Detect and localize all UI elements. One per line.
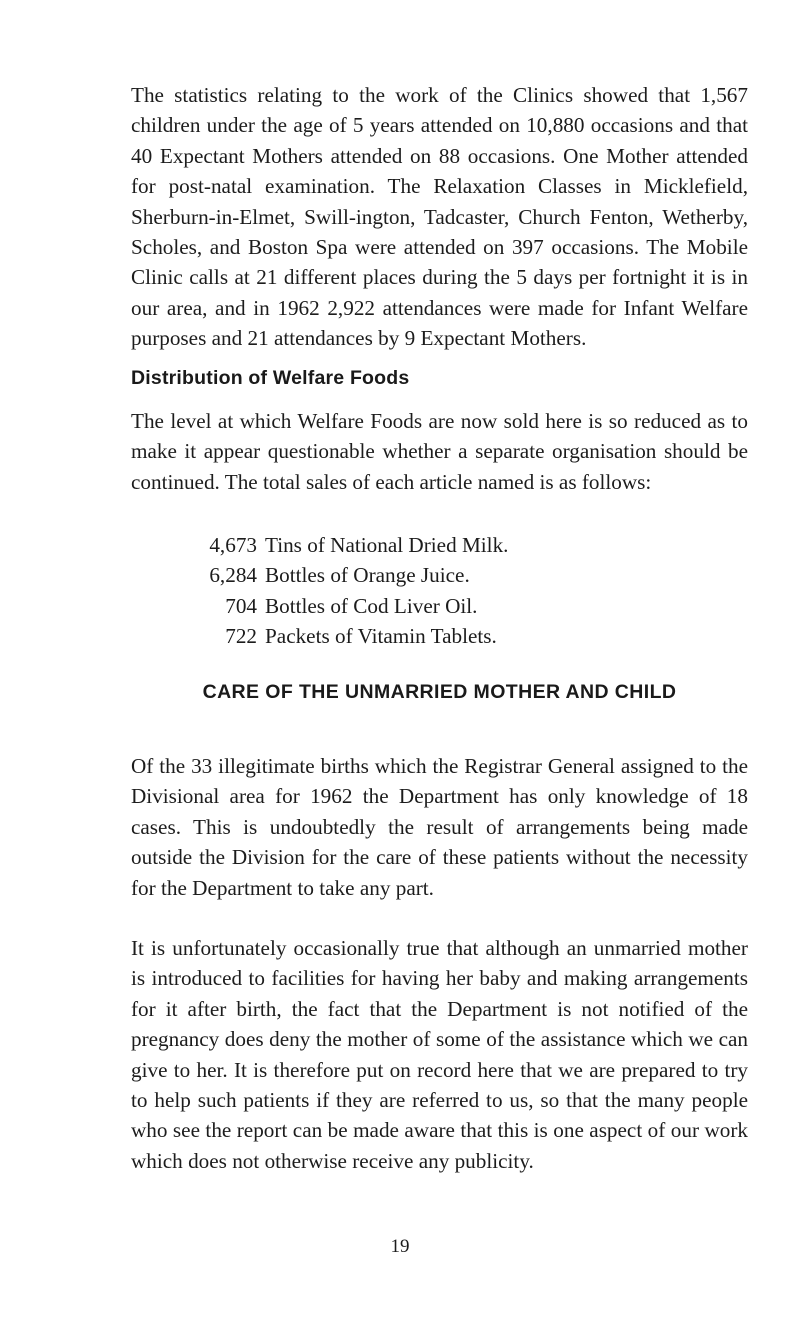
illegitimate-births-paragraph: Of the 33 illegitimate births which the Registrar General assigned to the Divisional area for 1962 the Department has only knowledge of 18 cases. This is undoubtedly the result of arrangements being made outside the Division for the care of these patients without the necessity for the Department to take any part.: [131, 754, 748, 900]
distribution-welfare-foods-heading: Distribution of Welfare Foods: [131, 367, 410, 389]
list-item: [160, 591, 660, 621]
welfare-foods-list: [160, 530, 660, 651]
clinics-statistics-paragraph: The statistics relating to the work of the Clinics showed that 1,567 children under the age of 5 years attended on 10,880 occasions and that 40 Expectant Mothers attended on 88 occasions. One Mother attended for post-natal examination. The Relaxation Classes in Micklefield, Sherburn-in-Elmet, Swill-ington, Tadcaster, Church Fenton, Wetherby, Scholes, and Boston Spa were attended on 397 occasions. The Mobile Clinic calls at 21 different places during the 5 days per fortnight it is in our area, and in 1962 2,922 attendances were made for Infant Welfare purposes and 21 attendances by 9 Expectant Mothers.: [131, 83, 748, 351]
food-quantity: 704: [225, 593, 257, 618]
food-quantity: 4,673: [209, 533, 257, 557]
food-item: Packets of Vitamin Tablets.: [265, 623, 497, 648]
care-unmarried-mother-heading: CARE OF THE UNMARRIED MOTHER AND CHILD: [202, 681, 677, 703]
unmarried-mother-paragraph: It is unfortunately occasionally true that although an unmarried mother is introduced to facilities for having her baby and making arrangements for it after birth, the fact that the Department is not notified of the pregnancy does deny the mother of some of the assistance which we can give to her. It is therefore put on record here that we are prepared to try to help such patients if they are referred to us, so that the many people who see the report can be made aware that this is one aspect of our work which does not otherwise receive any publicity.: [131, 936, 748, 1173]
food-item: Bottles of Orange Juice.: [265, 563, 470, 588]
welfare-foods-intro-paragraph: The level at which Welfare Foods are now sold here is so reduced as to make it appear questionable whether a separate organisation should be continued. The total sales of each article named is as follows:: [131, 409, 748, 494]
food-quantity: 722: [225, 623, 257, 648]
food-quantity: 6,284: [209, 563, 257, 588]
food-item: Bottles of Cod Liver Oil.: [265, 593, 478, 618]
list-item: [160, 560, 660, 590]
page-number: 19: [390, 1236, 410, 1257]
food-item: Tins of National Dried Milk.: [265, 533, 509, 557]
list-item: [160, 621, 660, 651]
list-item: [160, 530, 660, 560]
